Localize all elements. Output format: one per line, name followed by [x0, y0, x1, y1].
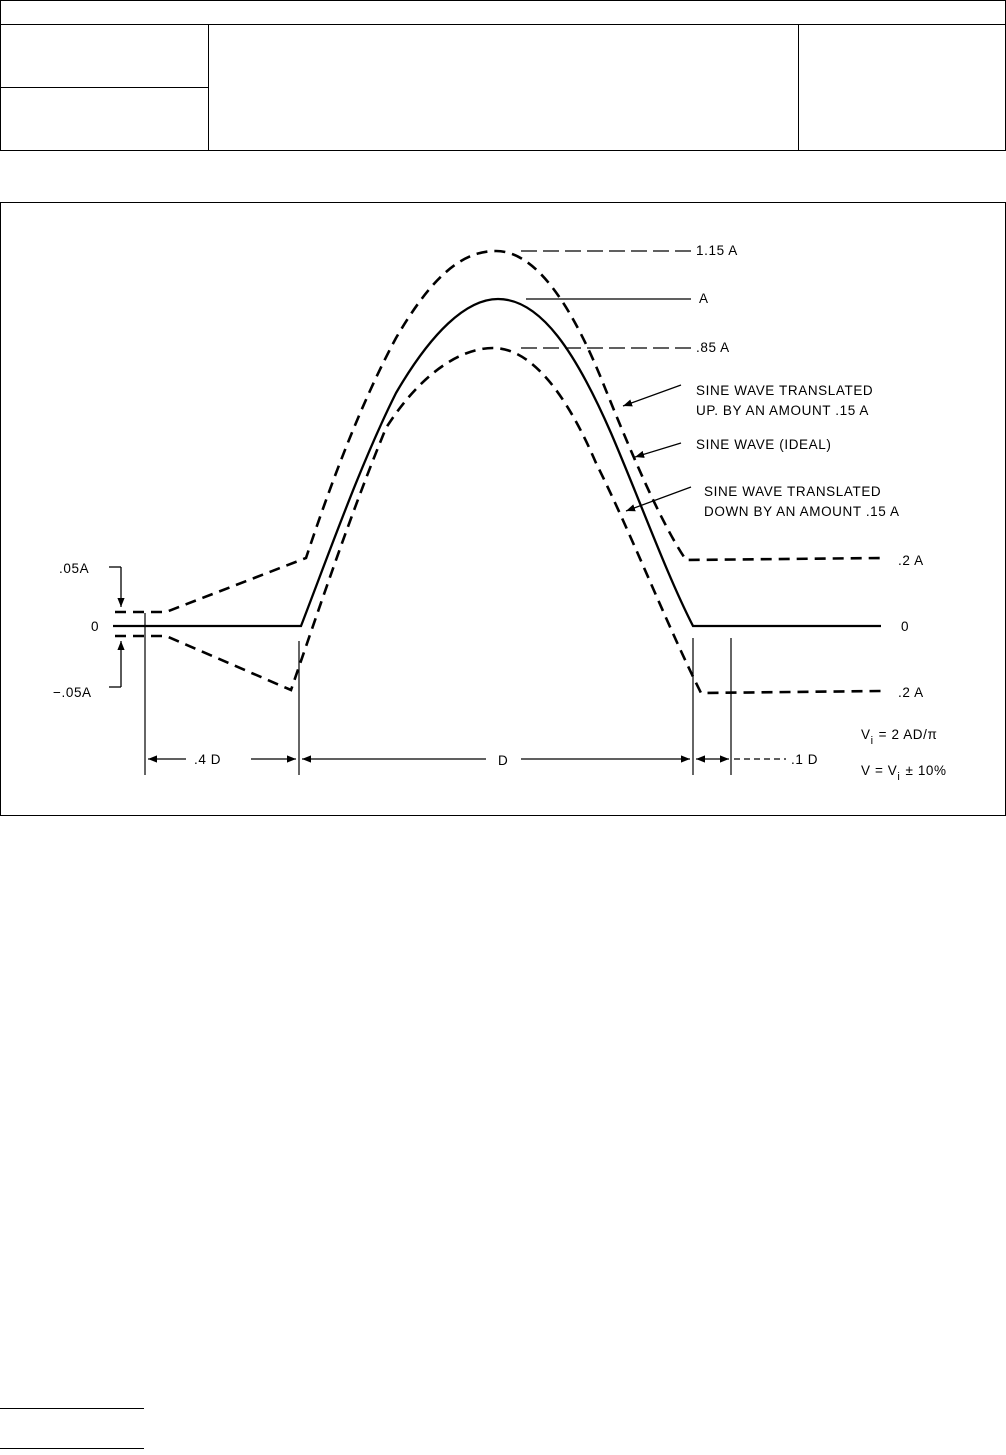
footnote-rule-1: [0, 1408, 144, 1409]
header-top-strip: [0, 0, 1006, 25]
formula-v: [861, 763, 947, 783]
label-peak-ideal: A: [699, 291, 709, 306]
label-dim-post: .1 D: [791, 752, 819, 767]
header-cell-title: [209, 25, 799, 150]
formula-v-left: V = V: [861, 763, 898, 778]
label-left-zero: 0: [91, 619, 100, 634]
label-dim-pre: .4 D: [194, 752, 222, 767]
leader-upper-note: [623, 385, 681, 406]
label-upper-note-2: UP. BY AN AMOUNT .15 A: [696, 403, 870, 418]
label-ideal-note: SINE WAVE (IDEAL): [696, 437, 832, 452]
header-cell-right: [799, 25, 1005, 150]
header-form: [0, 24, 1006, 151]
lower-tolerance-curve: [115, 348, 881, 693]
formula-vi-v: V: [861, 727, 871, 742]
footnote-rule-2: [0, 1448, 144, 1449]
label-left-upper: .05A: [59, 561, 90, 576]
label-dim-main: D: [498, 753, 509, 768]
label-right-lower: .2 A: [898, 685, 924, 700]
label-left-lower: −.05A: [53, 685, 92, 700]
label-peak-upper: 1.15 A: [696, 243, 738, 258]
formula-vi-rest: = 2 AD/π: [878, 727, 938, 742]
ideal-sine-curve: [113, 299, 881, 626]
header-cell-left-top: [1, 25, 209, 88]
upper-tolerance-curve: [115, 251, 881, 612]
leader-ideal-note: [635, 443, 681, 457]
formula-vi-sub: i: [870, 735, 874, 747]
label-lower-note-2: DOWN BY AN AMOUNT .15 A: [704, 504, 900, 519]
formula-v-sub: i: [897, 771, 901, 783]
formula-vi: [861, 727, 937, 747]
pulse-diagram: [1, 203, 1005, 815]
label-right-upper: .2 A: [898, 553, 924, 568]
label-peak-lower: .85 A: [696, 340, 730, 355]
header-cell-left-bottom: [1, 88, 209, 150]
label-right-zero: 0: [901, 619, 910, 634]
label-upper-note-1: SINE WAVE TRANSLATED: [696, 383, 874, 398]
pulse-tolerance-figure: [0, 202, 1006, 816]
label-lower-note-1: SINE WAVE TRANSLATED: [704, 484, 882, 499]
formula-v-rest: ± 10%: [905, 763, 947, 778]
